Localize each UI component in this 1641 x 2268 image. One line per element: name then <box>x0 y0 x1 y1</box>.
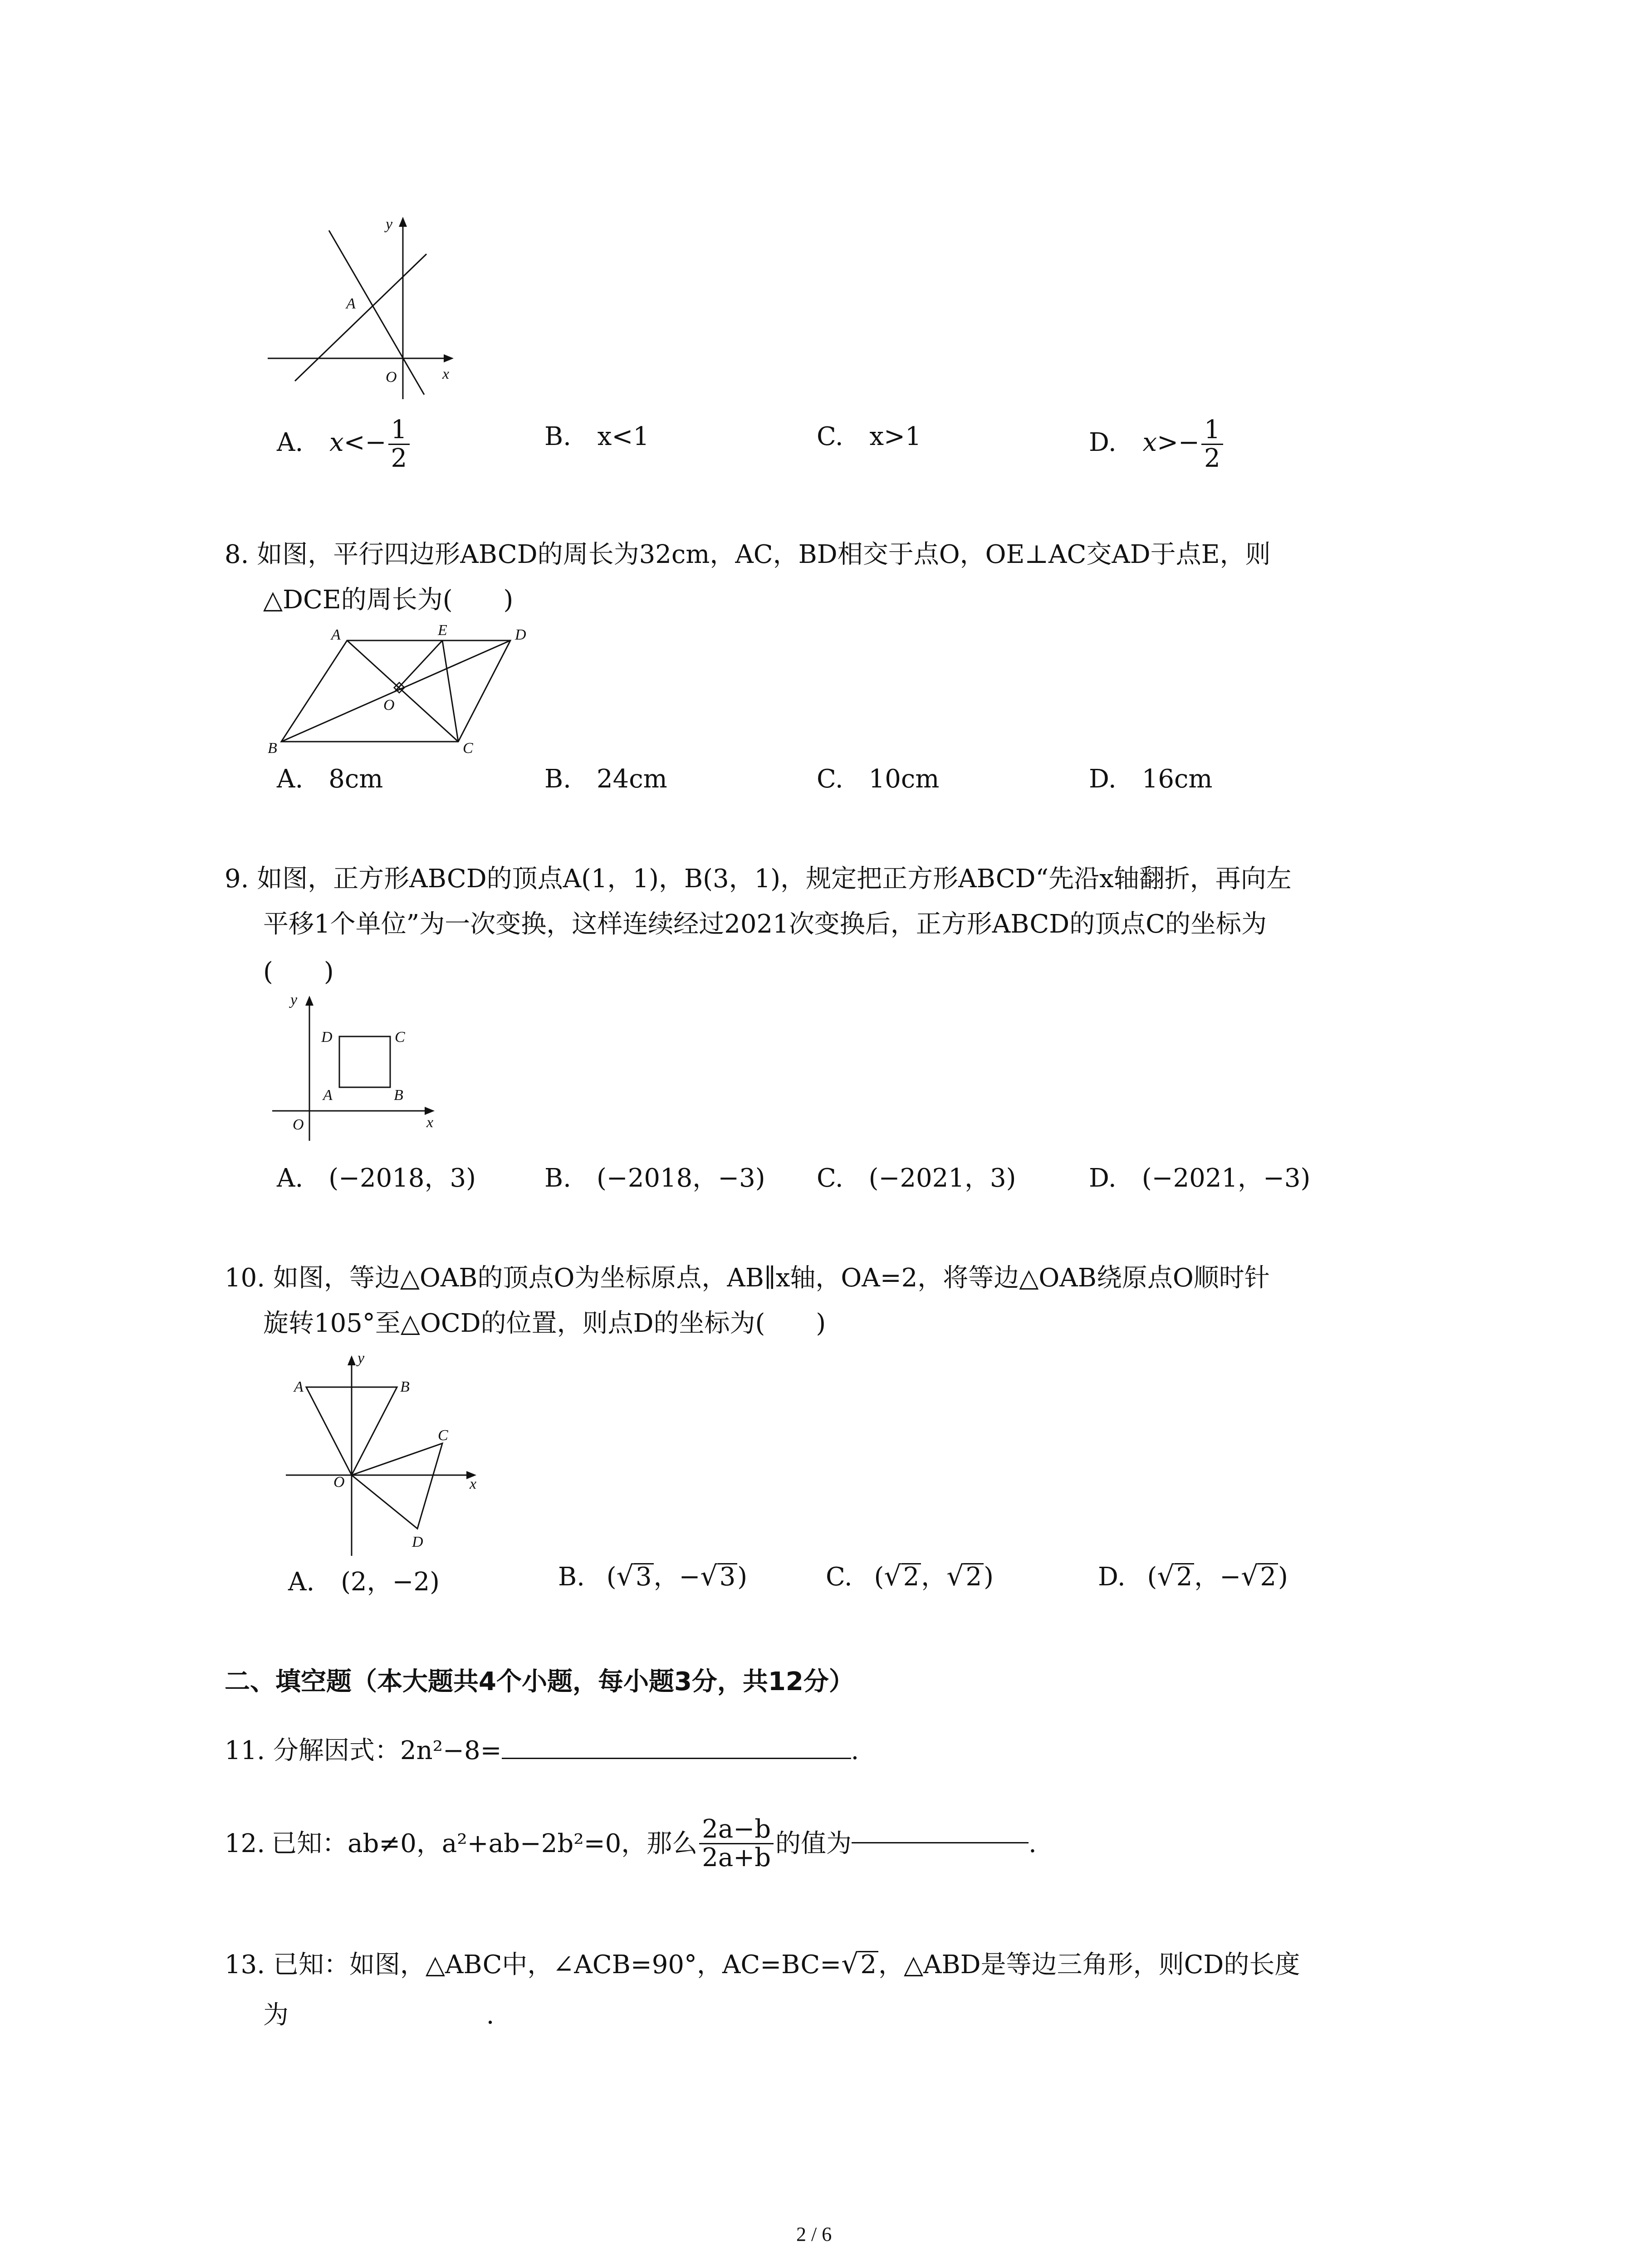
period: . <box>851 1736 859 1765</box>
q9-stem-line1 <box>225 866 1292 892</box>
q9-option-b[interactable]: B. (−2018，−3) <box>544 1163 765 1193</box>
x-axis-arrow <box>444 354 454 362</box>
radicand: 2 <box>858 1951 878 1978</box>
option-label: D. <box>1098 1562 1126 1592</box>
q13-stem-line1 <box>225 1950 1300 1978</box>
paren: ) <box>984 1562 994 1592</box>
page-number: 2 / 6 <box>796 2223 832 2245</box>
q8-stem-line2 <box>263 587 513 613</box>
denominator: 2 <box>391 444 407 473</box>
q13-stem-line2 <box>263 2000 495 2030</box>
sqrt-expression: √ 2 <box>946 1563 984 1590</box>
sqrt-expression: √ 2 <box>841 1950 878 1978</box>
triangle-ocd <box>352 1443 442 1529</box>
denominator: 2a+b <box>702 1843 771 1872</box>
q10-option-b[interactable] <box>558 1560 748 1592</box>
q8-option-d[interactable]: D. 16cm <box>1089 764 1213 794</box>
label-a: A <box>346 295 356 312</box>
y-axis-arrow <box>348 1355 356 1365</box>
label-b: B <box>394 1087 403 1104</box>
option-label: A. <box>288 1567 315 1597</box>
question-text: 平移1个单位”为一次变换，这样连续经过2021次变换后，正方形ABCD的顶点C的坐标为 <box>263 909 1267 939</box>
paren: ( <box>874 1562 884 1592</box>
q9-figure <box>272 991 445 1145</box>
answer-blank[interactable] <box>852 1819 1029 1843</box>
numerator: 1 <box>1201 417 1223 445</box>
label-c: C <box>438 1427 448 1444</box>
var-x: x <box>1142 428 1157 457</box>
radicand: 3 <box>634 1563 654 1590</box>
diagonal-ac <box>347 640 458 742</box>
q8-option-a[interactable]: A. 8cm <box>277 764 383 794</box>
radicand: 2 <box>901 1563 921 1590</box>
label-a: A <box>331 626 341 643</box>
q7-option-b[interactable] <box>544 424 649 450</box>
q8-stem-line1 <box>225 542 1271 567</box>
label-b: B <box>268 740 277 757</box>
numerator: 2a−b <box>699 1817 774 1844</box>
square-abcd <box>339 1036 390 1087</box>
symbol: <− <box>343 428 387 457</box>
q10-option-a[interactable] <box>288 1569 440 1595</box>
label-e: E <box>438 622 447 639</box>
period: . <box>486 2000 495 2030</box>
question-text: △DCE的周长为( ) <box>263 585 514 615</box>
section-title: 二、填空题（本大题共4个小题，每小题3分，共12分） <box>225 1667 854 1696</box>
question-number: 8. <box>225 540 249 569</box>
q10-option-c[interactable] <box>826 1560 994 1592</box>
option-label: A. <box>277 428 304 457</box>
option-label: B. <box>558 1562 585 1592</box>
option-label: B. <box>544 422 571 451</box>
label-o: O <box>333 1474 345 1491</box>
question-number: 13. <box>225 1950 265 1980</box>
q7-option-a[interactable] <box>277 417 411 471</box>
question-number: 10. <box>225 1263 265 1293</box>
question-text: ( ) <box>263 957 334 987</box>
fraction <box>699 1814 774 1872</box>
label-y: y <box>358 1350 365 1367</box>
paren: ) <box>737 1562 748 1592</box>
sqrt-expression: √ 2 <box>1157 1563 1194 1590</box>
q8-figure <box>259 621 549 758</box>
option-label: D. <box>1089 428 1117 457</box>
var-x: x <box>329 428 344 457</box>
question-text: 如图，平行四边形ABCD的周长为32cm，AC，BD相交于点O，OE⊥AC交AD于点E，则 <box>257 540 1271 569</box>
q10-option-d[interactable] <box>1098 1560 1288 1592</box>
label-c: C <box>395 1029 405 1046</box>
paren: ) <box>1278 1562 1288 1592</box>
line-2 <box>295 254 426 381</box>
radicand: 2 <box>964 1563 984 1590</box>
separator: ，− <box>1194 1562 1241 1592</box>
label-d: D <box>515 626 526 643</box>
label-y: y <box>290 992 298 1008</box>
label-d: D <box>412 1534 423 1550</box>
q9-option-a[interactable]: A. (−2018，3) <box>277 1163 476 1193</box>
q11-stem <box>225 1735 859 1764</box>
q9-stem-line3 <box>263 959 334 985</box>
answer-blank[interactable] <box>502 1735 851 1759</box>
line-1 <box>329 230 424 395</box>
sqrt-expression: √ 3 <box>700 1563 737 1590</box>
option-label: C. <box>817 422 843 451</box>
question-text: 的值为 <box>775 1828 852 1858</box>
question-text: 分解因式：2n²−8= <box>273 1736 502 1765</box>
separator: ， <box>921 1562 947 1592</box>
paren: ( <box>1147 1562 1157 1592</box>
label-o: O <box>383 697 395 714</box>
option-text: (2，−2) <box>341 1567 440 1597</box>
q9-option-d[interactable]: D. (−2021，−3) <box>1089 1163 1311 1193</box>
label-d: D <box>321 1029 333 1046</box>
symbol: >− <box>1157 428 1200 457</box>
y-axis-arrow <box>399 217 407 227</box>
sqrt-expression: √ 2 <box>884 1563 921 1590</box>
separator: ，− <box>653 1562 700 1592</box>
q7-option-d[interactable] <box>1089 417 1225 471</box>
q10-figure <box>277 1347 490 1560</box>
question-text: 如图，正方形ABCD的顶点A(1，1)，B(3，1)，规定把正方形ABCD“先沿x轴翻折，再向左 <box>257 864 1292 894</box>
q10-stem-line2 <box>263 1311 826 1336</box>
label-y: y <box>386 216 393 233</box>
q9-stem-line2 <box>263 909 1267 939</box>
q9-option-c[interactable]: C. (−2021，3) <box>817 1163 1016 1193</box>
segment-oe <box>395 640 442 692</box>
numerator: 1 <box>388 417 410 445</box>
option-text: x>1 <box>869 422 921 451</box>
label-x: x <box>470 1476 477 1492</box>
q8-option-c[interactable]: C. 10cm <box>817 764 940 794</box>
q8-option-b[interactable]: B. 24cm <box>544 764 667 794</box>
option-label: C. <box>826 1562 852 1592</box>
segment-ec <box>442 640 458 742</box>
question-number: 9. <box>225 864 249 894</box>
q10-stem-line1 <box>225 1263 1270 1293</box>
question-text: 旋转105°至△OCD的位置，则点D的坐标为( ) <box>263 1309 826 1338</box>
label-o: O <box>293 1116 304 1133</box>
denominator: 2 <box>1204 444 1220 473</box>
label-x: x <box>426 1114 434 1131</box>
label-o: O <box>386 369 397 386</box>
question-text: 如图，等边△OAB的顶点O为坐标原点，AB∥x轴，OA=2，将等边△OAB绕原点O顺时针 <box>273 1263 1270 1293</box>
q12-stem <box>225 1814 1037 1872</box>
paren: ( <box>606 1562 617 1592</box>
answer-blank[interactable] <box>297 2019 478 2024</box>
q7-figure <box>263 213 463 404</box>
sqrt-expression: √ 2 <box>1241 1563 1278 1590</box>
q7-option-c[interactable] <box>817 424 921 450</box>
period: . <box>1029 1828 1037 1858</box>
option-text: x<1 <box>597 422 649 451</box>
y-axis-arrow <box>305 996 314 1006</box>
radicand: 3 <box>718 1563 738 1590</box>
question-text: 为 <box>263 2000 289 2030</box>
label-a: A <box>323 1087 333 1104</box>
label-b: B <box>400 1378 410 1395</box>
question-number: 11. <box>225 1736 265 1765</box>
question-text: ，△ABD是等边三角形，则CD的长度 <box>878 1950 1300 1980</box>
question-text: 已知：ab≠0，a²+ab−2b²=0，那么 <box>271 1828 698 1858</box>
sqrt-expression: √ 3 <box>617 1563 654 1590</box>
label-c: C <box>463 740 473 757</box>
label-a: A <box>294 1378 304 1395</box>
question-text: 已知：如图，△ABC中，∠ACB=90°，AC=BC= <box>273 1950 842 1980</box>
radicand: 2 <box>1258 1563 1278 1590</box>
radicand: 2 <box>1175 1563 1195 1590</box>
label-x: x <box>442 366 450 382</box>
question-number: 12. <box>225 1828 265 1858</box>
